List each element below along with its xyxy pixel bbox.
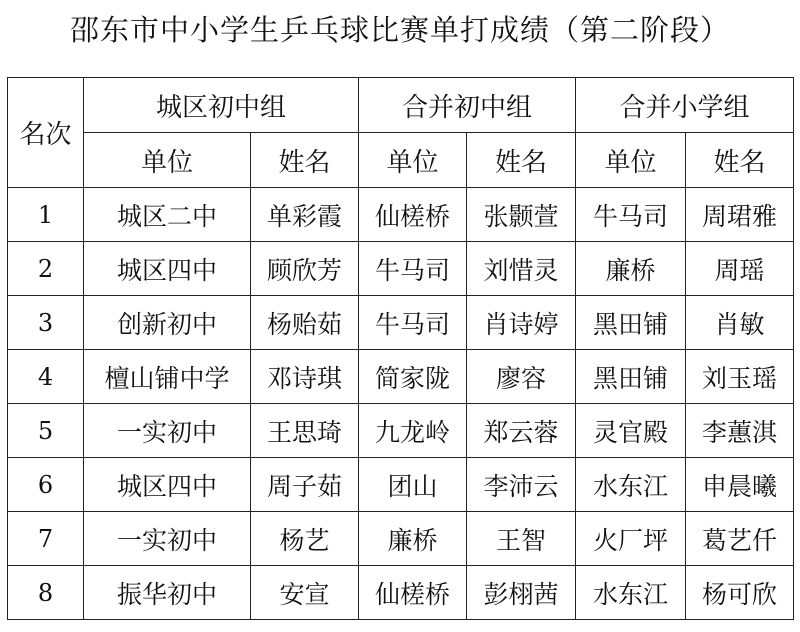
urban-junior-unit-cell: 城区四中 bbox=[84, 458, 251, 512]
group-header-merged-primary: 合并小学组 bbox=[576, 78, 794, 133]
results-table bbox=[7, 77, 794, 620]
rank-cell: 2 bbox=[8, 242, 84, 296]
urban-junior-unit-cell: 檀山铺中学 bbox=[84, 350, 251, 404]
merged-junior-name-cell: 李沛云 bbox=[467, 458, 576, 512]
unit-header: 单位 bbox=[84, 133, 251, 188]
merged-junior-unit-cell: 牛马司 bbox=[359, 296, 467, 350]
table-row bbox=[8, 458, 794, 512]
urban-junior-name-cell: 邓诗琪 bbox=[251, 350, 359, 404]
merged-primary-name-cell: 葛艺仟 bbox=[686, 512, 794, 566]
unit-header: 单位 bbox=[576, 133, 686, 188]
merged-junior-name-cell: 王智 bbox=[467, 512, 576, 566]
merged-junior-unit-cell: 仙槎桥 bbox=[359, 188, 467, 242]
urban-junior-unit-cell: 振华初中 bbox=[84, 566, 251, 620]
merged-primary-name-cell: 申晨曦 bbox=[686, 458, 794, 512]
page-title: 邵东市中小学生乒乓球比赛单打成绩（第二阶段） bbox=[69, 13, 730, 47]
rank-cell: 6 bbox=[8, 458, 84, 512]
urban-junior-name-cell: 王思琦 bbox=[251, 404, 359, 458]
table-row bbox=[8, 242, 794, 296]
urban-junior-name-cell: 杨艺 bbox=[251, 512, 359, 566]
rank-cell: 7 bbox=[8, 512, 84, 566]
urban-junior-unit-cell: 城区二中 bbox=[84, 188, 251, 242]
merged-junior-unit-cell: 廉桥 bbox=[359, 512, 467, 566]
merged-primary-unit-cell: 火厂坪 bbox=[576, 512, 686, 566]
merged-primary-name-cell: 李蕙淇 bbox=[686, 404, 794, 458]
name-header: 姓名 bbox=[251, 133, 359, 188]
merged-primary-unit-cell: 廉桥 bbox=[576, 242, 686, 296]
rank-cell: 4 bbox=[8, 350, 84, 404]
group-header-merged-junior: 合并初中组 bbox=[359, 78, 576, 133]
rank-header: 名次 bbox=[8, 78, 84, 188]
merged-junior-name-cell: 肖诗婷 bbox=[467, 296, 576, 350]
table-row bbox=[8, 566, 794, 620]
merged-primary-unit-cell: 黑田铺 bbox=[576, 350, 686, 404]
urban-junior-name-cell: 周子茹 bbox=[251, 458, 359, 512]
merged-junior-unit-cell: 牛马司 bbox=[359, 242, 467, 296]
rank-cell: 3 bbox=[8, 296, 84, 350]
rank-cell: 8 bbox=[8, 566, 84, 620]
merged-primary-unit-cell: 水东江 bbox=[576, 458, 686, 512]
merged-junior-name-cell: 张颢萱 bbox=[467, 188, 576, 242]
merged-junior-unit-cell: 仙槎桥 bbox=[359, 566, 467, 620]
rank-cell: 1 bbox=[8, 188, 84, 242]
urban-junior-name-cell: 单彩霞 bbox=[251, 188, 359, 242]
table-row bbox=[8, 296, 794, 350]
merged-junior-name-cell: 刘惜灵 bbox=[467, 242, 576, 296]
urban-junior-name-cell: 杨贻茹 bbox=[251, 296, 359, 350]
merged-primary-unit-cell: 牛马司 bbox=[576, 188, 686, 242]
group-header-urban-junior: 城区初中组 bbox=[84, 78, 359, 133]
table-row bbox=[8, 512, 794, 566]
urban-junior-name-cell: 顾欣芳 bbox=[251, 242, 359, 296]
name-header: 姓名 bbox=[686, 133, 794, 188]
urban-junior-unit-cell: 城区四中 bbox=[84, 242, 251, 296]
rank-cell: 5 bbox=[8, 404, 84, 458]
merged-junior-name-cell: 彭栩茜 bbox=[467, 566, 576, 620]
urban-junior-unit-cell: 一实初中 bbox=[84, 404, 251, 458]
unit-header: 单位 bbox=[359, 133, 467, 188]
merged-primary-name-cell: 周珺雅 bbox=[686, 188, 794, 242]
urban-junior-name-cell: 安宣 bbox=[251, 566, 359, 620]
merged-junior-unit-cell: 团山 bbox=[359, 458, 467, 512]
merged-primary-name-cell: 肖敏 bbox=[686, 296, 794, 350]
table-row bbox=[8, 188, 794, 242]
header-row-columns bbox=[8, 133, 794, 188]
header-row-groups bbox=[8, 78, 794, 133]
merged-junior-unit-cell: 简家陇 bbox=[359, 350, 467, 404]
urban-junior-unit-cell: 一实初中 bbox=[84, 512, 251, 566]
merged-primary-unit-cell: 黑田铺 bbox=[576, 296, 686, 350]
name-header: 姓名 bbox=[467, 133, 576, 188]
merged-primary-name-cell: 刘玉瑶 bbox=[686, 350, 794, 404]
merged-junior-unit-cell: 九龙岭 bbox=[359, 404, 467, 458]
urban-junior-unit-cell: 创新初中 bbox=[84, 296, 251, 350]
merged-primary-unit-cell: 灵官殿 bbox=[576, 404, 686, 458]
merged-primary-name-cell: 周瑶 bbox=[686, 242, 794, 296]
table-row bbox=[8, 350, 794, 404]
merged-junior-name-cell: 郑云蓉 bbox=[467, 404, 576, 458]
table-row bbox=[8, 404, 794, 458]
merged-primary-unit-cell: 水东江 bbox=[576, 566, 686, 620]
result-rows bbox=[8, 188, 794, 620]
merged-junior-name-cell: 廖容 bbox=[467, 350, 576, 404]
merged-primary-name-cell: 杨可欣 bbox=[686, 566, 794, 620]
